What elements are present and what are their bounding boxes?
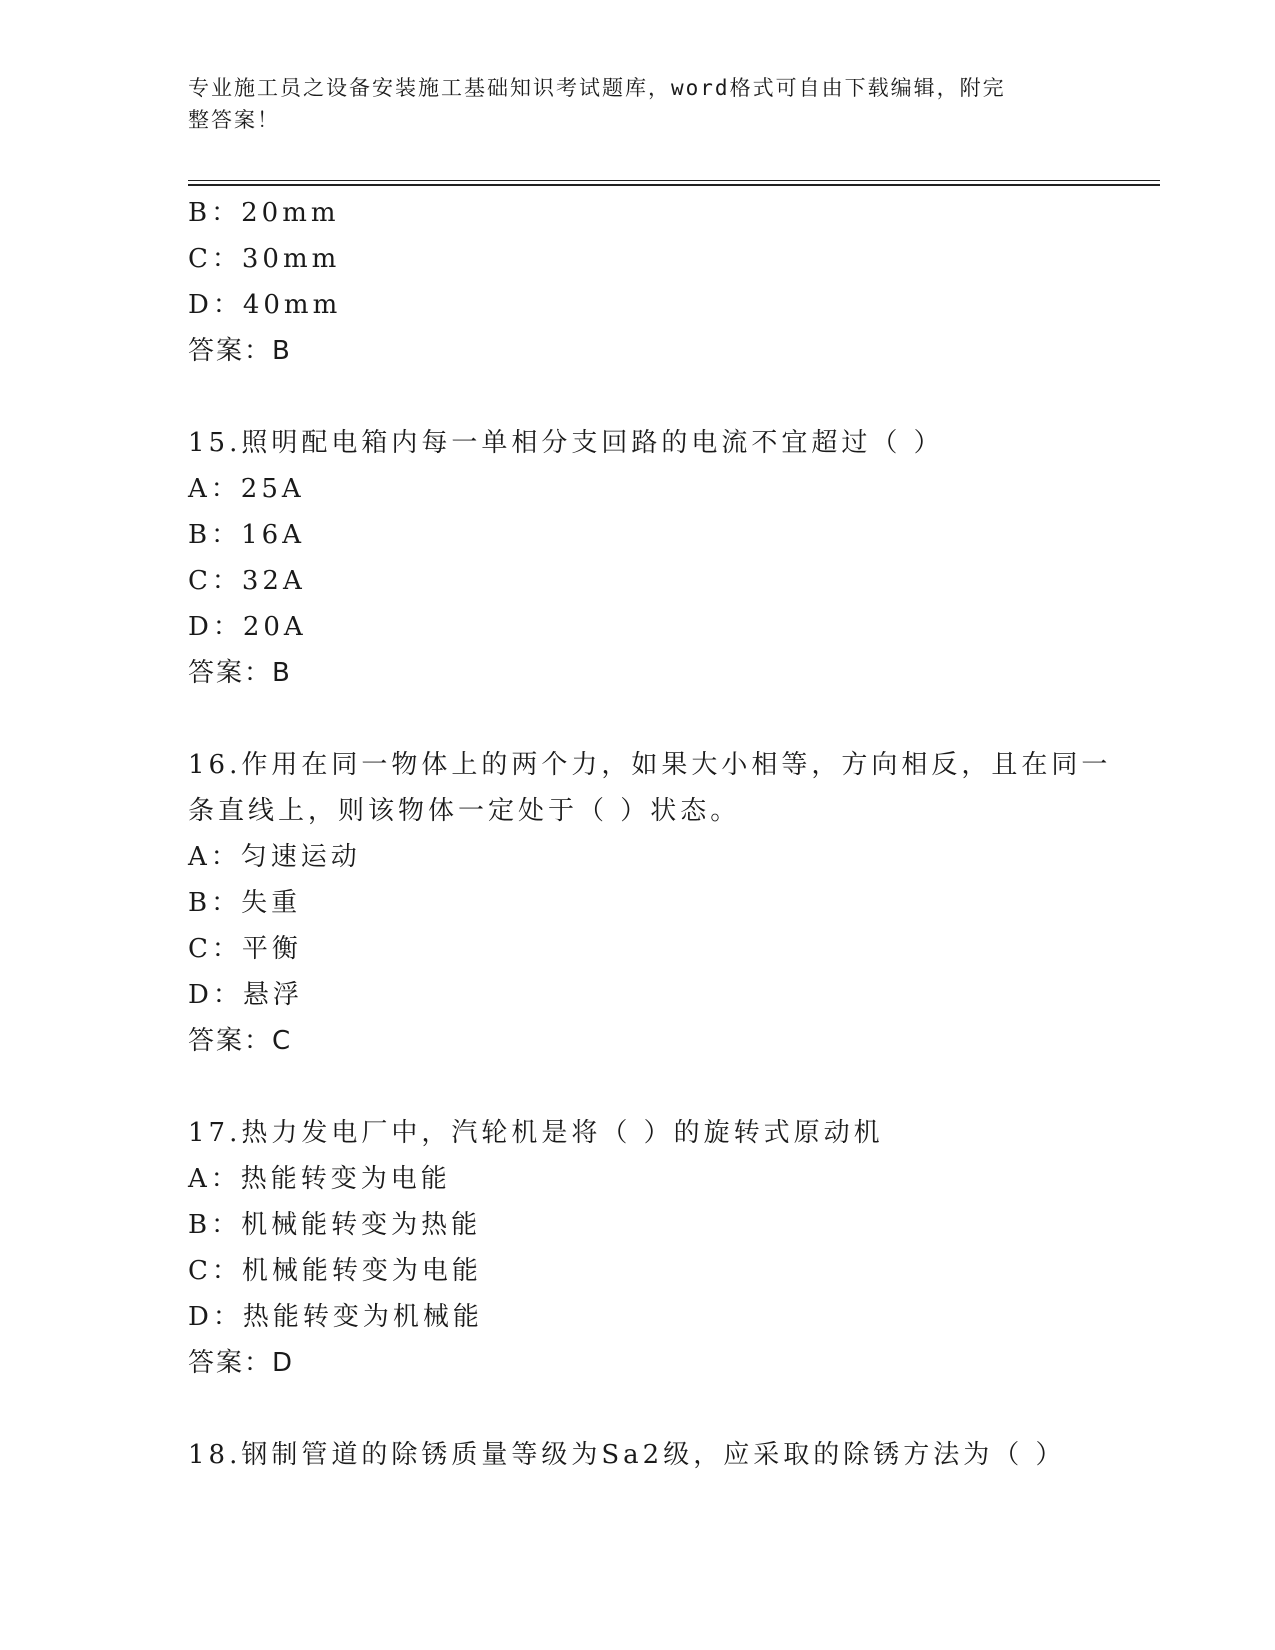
option-b: B：16A — [188, 520, 305, 550]
option-b: B：失重 — [188, 888, 302, 918]
question-14-tail — [188, 190, 1088, 374]
option-c: C：机械能转变为电能 — [188, 1256, 482, 1286]
question-15 — [188, 420, 1088, 696]
header-divider-thick — [188, 184, 1160, 186]
option-d: D：热能转变为机械能 — [188, 1302, 483, 1332]
option-b: B：机械能转变为热能 — [188, 1210, 482, 1240]
question-stem: 18.钢制管道的除锈质量等级为Sa2级，应采取的除锈方法为（ ） — [188, 1440, 1066, 1470]
question-stem-line-2: 条直线上，则该物体一定处于（ ）状态。 — [188, 796, 741, 826]
option-c: C：平衡 — [188, 934, 302, 964]
option-d: D：悬浮 — [188, 980, 303, 1010]
option-a: A：热能转变为电能 — [188, 1164, 451, 1194]
answer-line: 答案：B — [188, 658, 292, 688]
document-header — [188, 72, 1068, 136]
spacer — [188, 696, 1088, 742]
spacer — [188, 1064, 1088, 1110]
option-c: C：32A — [188, 566, 306, 596]
question-stem: 17.热力发电厂中，汽轮机是将（ ）的旋转式原动机 — [188, 1118, 884, 1148]
answer-line: 答案：C — [188, 1026, 293, 1056]
question-18 — [188, 1432, 1088, 1478]
question-stem: 15.照明配电箱内每一单相分支回路的电流不宜超过（ ） — [188, 428, 944, 458]
option-c: C：30mm — [188, 244, 341, 274]
header-line-1: 专业施工员之设备安装施工基础知识考试题库，word格式可自由下载编辑，附完 — [188, 76, 1006, 100]
header-line-2: 整答案！ — [188, 108, 280, 132]
answer-line: 答案：B — [188, 336, 292, 366]
question-list — [188, 190, 1112, 1478]
option-d: D：20A — [188, 612, 307, 642]
option-d: D：40mm — [188, 290, 342, 320]
option-a: A：25A — [188, 474, 305, 504]
header-divider-thin — [188, 180, 1160, 181]
spacer — [188, 1386, 1088, 1432]
question-16 — [188, 742, 1112, 1064]
question-17 — [188, 1110, 1088, 1386]
answer-line: 答案：D — [188, 1348, 295, 1378]
spacer — [188, 374, 1088, 420]
option-b: B：20mm — [188, 198, 340, 228]
option-a: A：匀速运动 — [188, 842, 361, 872]
question-stem-line-1: 16.作用在同一物体上的两个力，如果大小相等，方向相反，且在同一 — [188, 750, 1112, 780]
